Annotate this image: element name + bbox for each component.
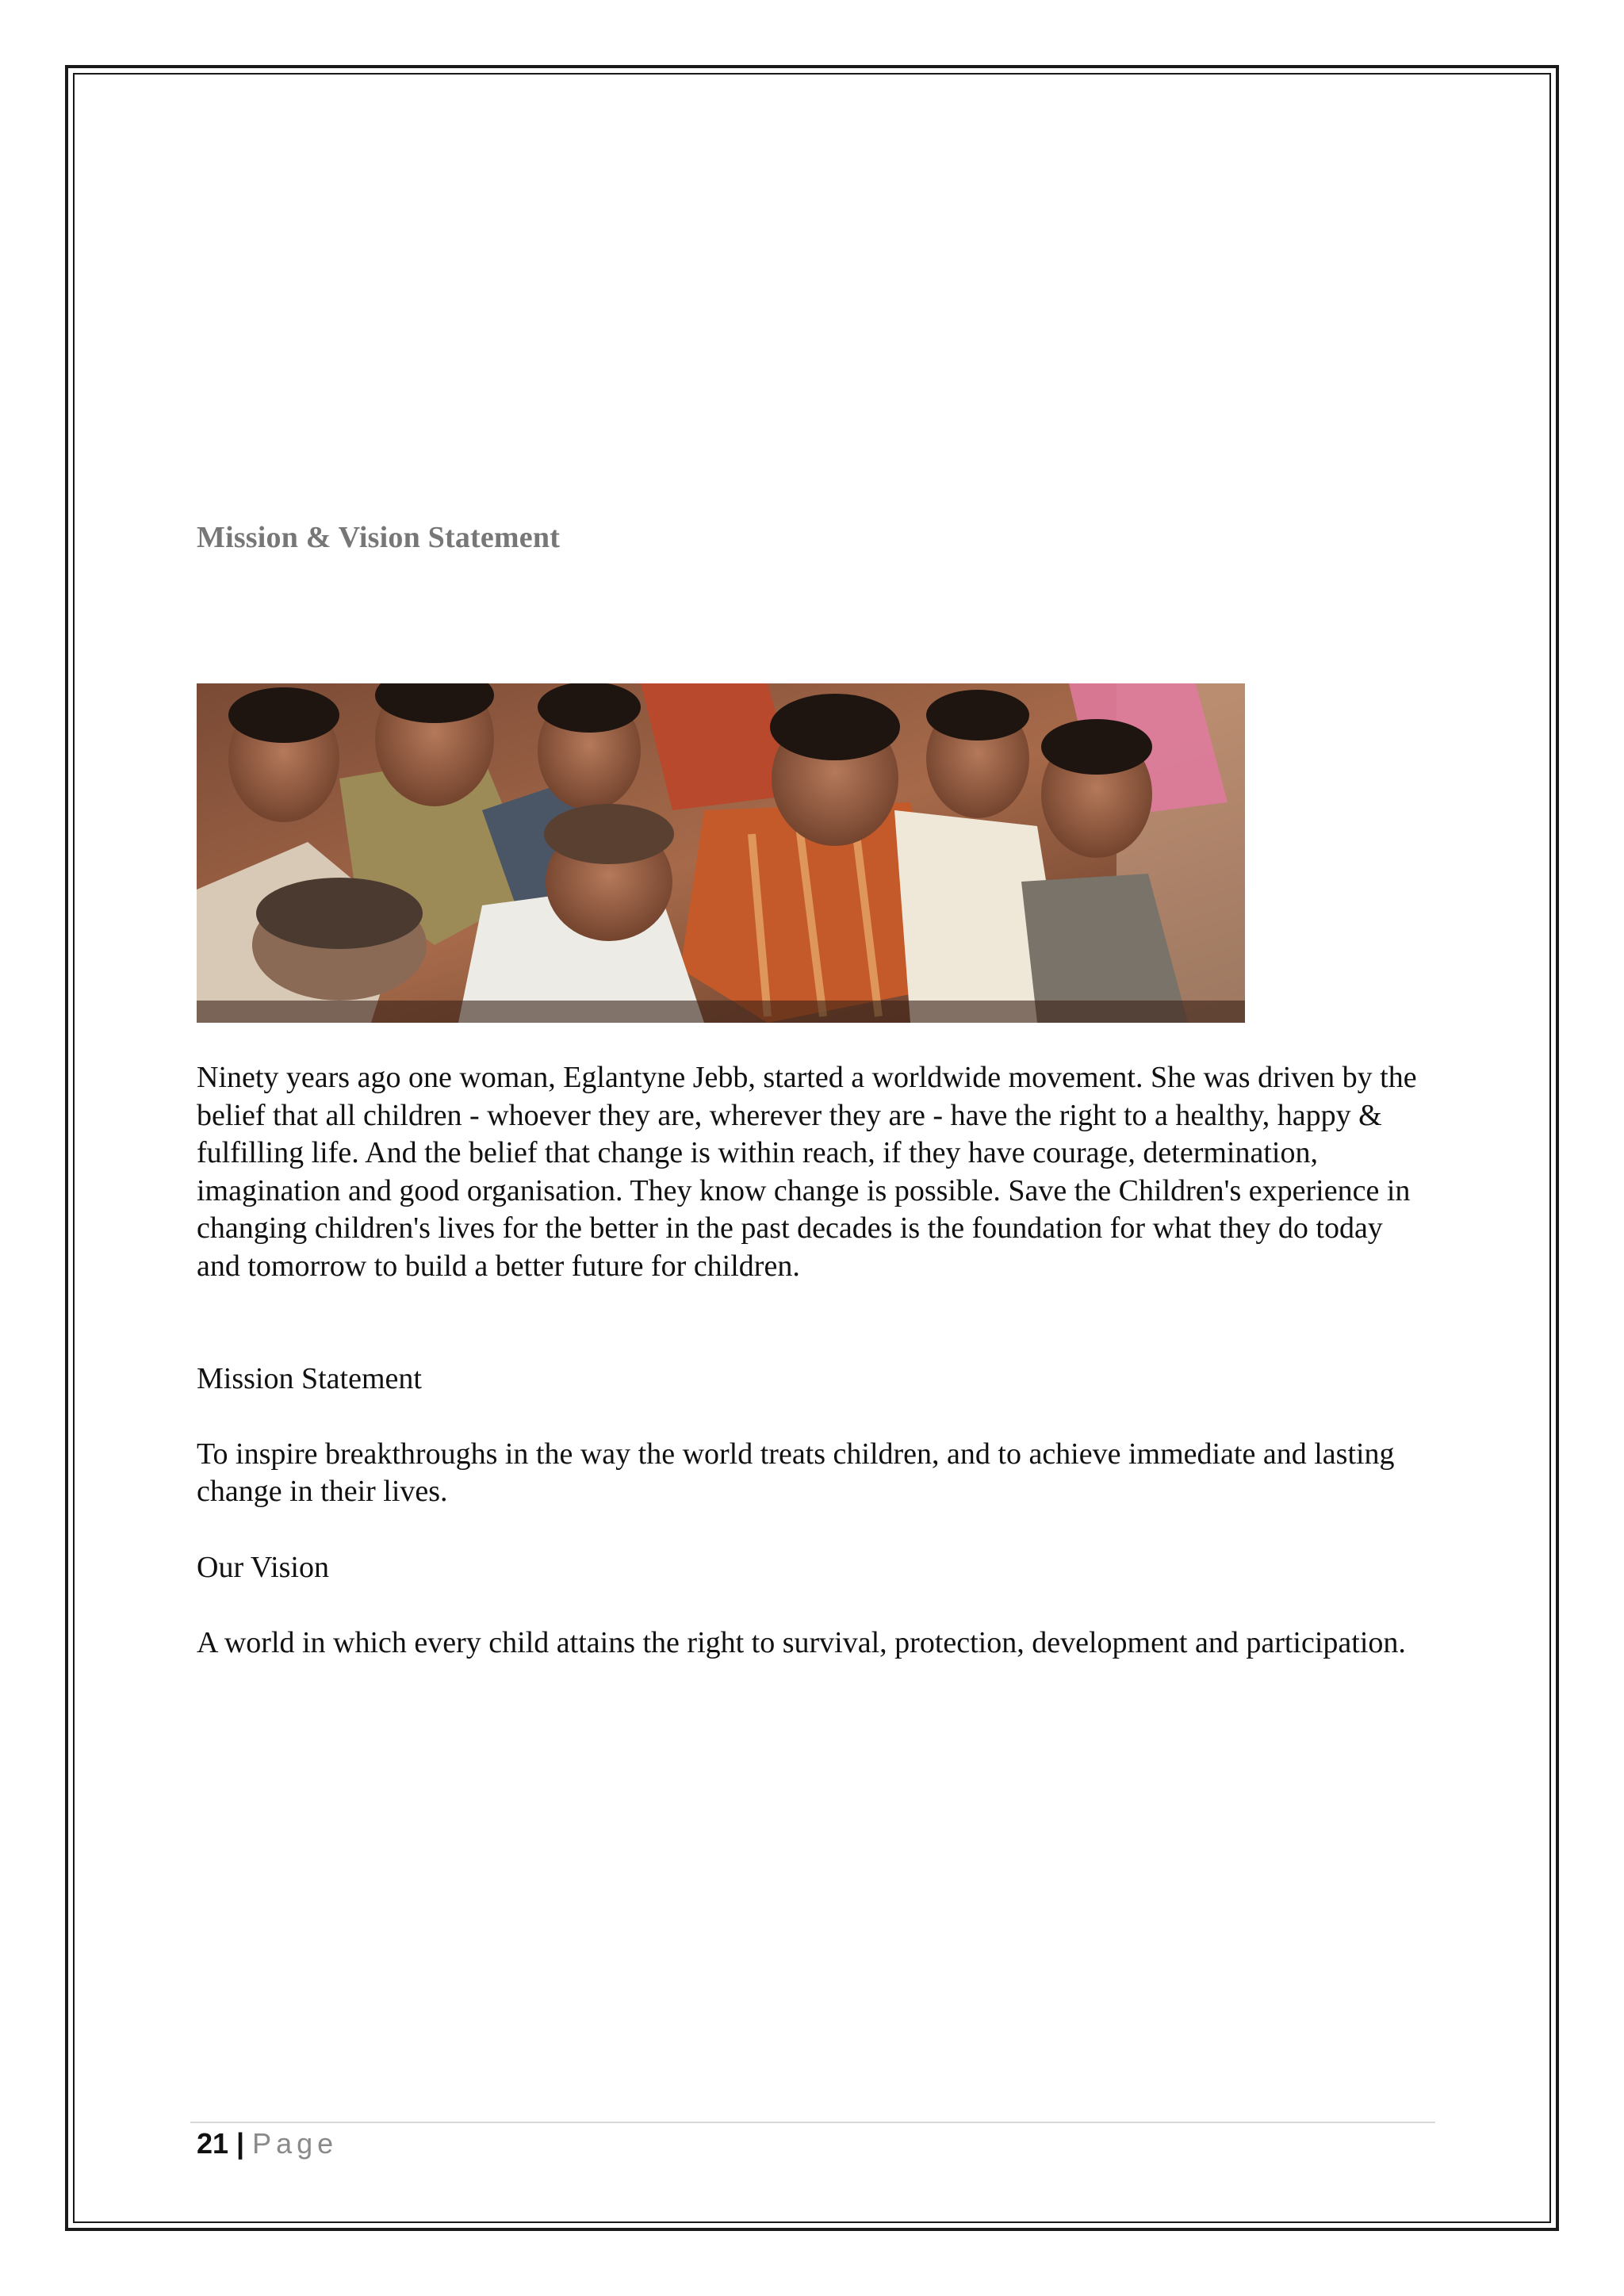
footer-divider (190, 2122, 1435, 2123)
page-footer (197, 2127, 338, 2160)
page-label: Page (252, 2127, 339, 2160)
vision-text: A world in which every child attains the right to survival, protection, development and participation. (197, 1625, 1406, 1659)
vision-title: Our Vision (197, 1550, 329, 1584)
photo-illustration (197, 683, 1245, 1023)
vision-section (197, 1511, 1434, 1662)
mission-title: Mission Statement (197, 1361, 422, 1395)
intro-paragraph: Ninety years ago one woman, Eglantyne Jebb, started a worldwide movement. She was driven by the belief that all children - whoever they are, wherever they are - have the right to a healthy, happy & fulfilling life. And the belief that change is within reach, if they have courage, determination, imagination and good organisation. They know change is possible. Save the Children's experience in changing children's lives for the better in the past decades is the foundation for what they do today and tomorrow to build a better future for children. (197, 1061, 1417, 1283)
mission-text: To inspire breakthroughs in the way the world treats children, and to achieve immediate and lasting change in their lives. (197, 1437, 1395, 1508)
section-heading: Mission & Vision Statement (197, 521, 561, 554)
children-group-photo (197, 683, 1245, 1023)
footer-separator: | (236, 2127, 245, 2160)
mission-section (197, 1322, 1434, 1511)
page-number: 21 (197, 2127, 229, 2160)
